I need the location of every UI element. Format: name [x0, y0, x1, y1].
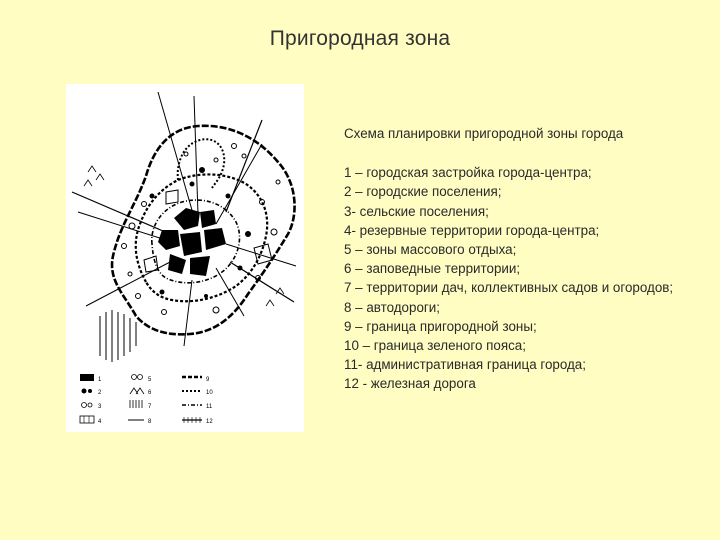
legend-item: 1 – городская застройка города-центра;	[344, 165, 592, 181]
legend-swatch-4	[80, 416, 94, 423]
map-caption	[344, 124, 704, 394]
caption-heading: Схема планировки пригородной зоны города	[344, 126, 624, 141]
legend-item: 8 – автодороги;	[344, 299, 440, 315]
legend-item: 5 – зоны массового отдыха;	[344, 242, 517, 258]
legend-number-2: 2	[98, 390, 102, 396]
green-belt-boundary	[136, 174, 267, 301]
legend-number-5: 5	[148, 377, 152, 383]
legend-swatch-5	[132, 375, 143, 380]
legend-item: 7 – территории дач, коллективных садов и огородов;	[344, 280, 674, 296]
slide-title: Пригородная зона	[269, 27, 451, 50]
legend-item: 11- административная граница города;	[344, 357, 586, 373]
legend-item: 12 - железная дорога	[344, 376, 476, 392]
legend-item: 3- сельские поселения;	[344, 203, 489, 219]
suburban-zone-map	[66, 84, 304, 432]
legend-swatch-3	[82, 403, 93, 408]
map-legend	[80, 374, 213, 425]
city-center-built-up-area	[158, 208, 226, 276]
suburban-zone-boundary	[112, 126, 295, 335]
legend-number-8: 8	[148, 419, 152, 425]
legend-number-12: 12	[206, 419, 213, 425]
legend-item: 2 – городские поселения;	[344, 184, 502, 200]
legend-swatch-6	[130, 388, 144, 394]
legend-number-11: 11	[206, 404, 213, 410]
legend-number-6: 6	[148, 390, 152, 396]
legend-number-9: 9	[206, 377, 210, 383]
legend-item: 6 – заповедные территории;	[344, 261, 521, 277]
legend-item: 4- резервные территории города-центра;	[344, 222, 600, 238]
legend-number-10: 10	[206, 390, 213, 396]
legend-number-3: 3	[98, 404, 102, 410]
legend-swatch-1	[80, 374, 94, 381]
legend-item: 9 – граница пригородной зоны;	[344, 318, 537, 334]
northern-settlement-zone	[178, 139, 225, 188]
legend-number-7: 7	[148, 404, 152, 410]
legend-number-4: 4	[98, 419, 102, 425]
legend-description-list	[344, 163, 704, 393]
legend-item: 10 – граница зеленого пояса;	[344, 338, 526, 354]
map-drawing	[66, 84, 304, 432]
legend-swatch-12	[182, 417, 202, 423]
dacha-garden-territories	[100, 310, 136, 362]
legend-swatch-7	[130, 400, 142, 408]
legend-swatch-2	[82, 389, 93, 394]
legend-number-1: 1	[98, 377, 102, 383]
